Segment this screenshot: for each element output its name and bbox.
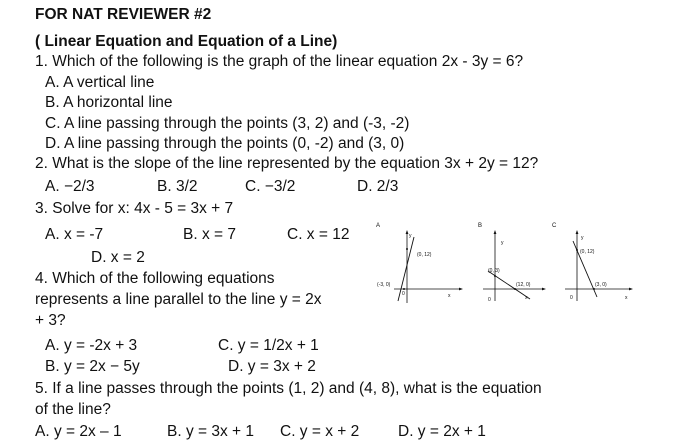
- graph-b-x-arrow: [542, 288, 546, 291]
- q2-option-a: A. −2/3: [45, 178, 95, 195]
- worksheet-title: FOR NAT REVIEWER #2: [35, 6, 212, 23]
- graph-a-x-label: x: [448, 293, 451, 299]
- graph-b-point1: [494, 275, 496, 277]
- graph-c-letter: C: [552, 223, 557, 229]
- graph-a-y-arrow: [406, 230, 409, 234]
- graph-c-y-arrow: [576, 230, 579, 234]
- q4-option-d: D. y = 3x + 2: [228, 358, 316, 375]
- graph-c-point1: [576, 249, 578, 251]
- q3-option-c: C. x = 12: [287, 226, 350, 243]
- q1-option-a: A. A vertical line: [45, 74, 155, 91]
- graph-b-point2-label: (12, 0): [516, 282, 531, 288]
- q5-option-c: C. y = x + 2: [280, 423, 360, 440]
- graph-b-letter: B: [478, 223, 483, 229]
- q5-option-a: A. y = 2x – 1: [35, 423, 122, 440]
- q3-option-a: A. x = -7: [45, 226, 104, 243]
- graph-a-y-label: y: [409, 233, 412, 239]
- q4-option-b: B. y = 2x − 5y: [45, 358, 140, 375]
- q4-stem-line2: represents a line parallel to the line y = 2x: [35, 291, 322, 308]
- graph-c-y-label: y: [581, 235, 584, 241]
- graph-b-y-arrow: [494, 230, 497, 234]
- q3-option-b: B. x = 7: [183, 226, 236, 243]
- q5-option-b: B. y = 3x + 1: [167, 423, 255, 440]
- q2-option-c: C. −3/2: [245, 178, 296, 195]
- q2-option-b: B. 3/2: [157, 178, 198, 195]
- graph-c-point2: [593, 288, 595, 290]
- q4-option-c: C. y = 1/2x + 1: [218, 337, 319, 354]
- graph-a-letter: A: [376, 223, 381, 229]
- graph-b-x-label: x: [525, 295, 528, 301]
- q4-stem-line1: 4. Which of the following equations: [35, 270, 275, 287]
- worksheet-subtitle: ( Linear Equation and Equation of a Line): [35, 33, 338, 50]
- q4-option-a: A. y = -2x + 3: [45, 337, 138, 354]
- graph-a-origin-label: 0: [402, 291, 405, 297]
- graph-a-x-arrow: [459, 288, 463, 291]
- graph-a: [368, 219, 468, 309]
- graph-b-point2: [514, 288, 516, 290]
- q3-stem: 3. Solve for x: 4x - 5 = 3x + 7: [35, 200, 234, 217]
- q5-stem-line2: of the line?: [35, 401, 111, 418]
- graph-c-point1-label: (0, 12): [580, 249, 595, 255]
- graph-b-origin-label: 0: [488, 297, 491, 303]
- q5-stem-line1: 5. If a line passes through the points (1, 2) and (4, 8), what is the equation: [35, 380, 542, 397]
- graph-b-y-label: y: [501, 240, 504, 246]
- q4-stem-line3: + 3?: [35, 312, 66, 329]
- q1-stem: 1. Which of the following is the graph of the linear equation 2x - 3y = 6?: [35, 53, 524, 70]
- graph-b-point1-label: (0, 3): [488, 268, 500, 274]
- graph-c-x-label: x: [625, 295, 628, 301]
- q2-option-d: D. 2/3: [357, 178, 399, 195]
- q5-option-d: D. y = 2x + 1: [398, 423, 486, 440]
- q2-stem: 2. What is the slope of the line represented by the equation 3x + 2y = 12?: [35, 155, 539, 172]
- graph-c-x-arrow: [629, 288, 633, 291]
- graph-b: [470, 219, 550, 309]
- graph-a-point2: [403, 288, 405, 290]
- q1-option-c: C. A line passing through the points (3, 2) and (-3, -2): [45, 115, 410, 132]
- q1-option-b: B. A horizontal line: [45, 94, 173, 111]
- graph-c-origin-label: 0: [570, 295, 573, 301]
- graph-a-point1-label: (0, 12): [417, 252, 432, 258]
- graph-a-point1: [406, 248, 408, 250]
- q3-option-d: D. x = 2: [91, 249, 145, 266]
- graph-a-point2-label: (-3, 0): [377, 282, 391, 288]
- graph-c-point2-label: (3, 0): [595, 282, 607, 288]
- graph-a-line: [398, 237, 414, 301]
- q1-option-d: D. A line passing through the points (0, -2) and (3, 0): [45, 135, 405, 152]
- graph-c: [550, 219, 635, 309]
